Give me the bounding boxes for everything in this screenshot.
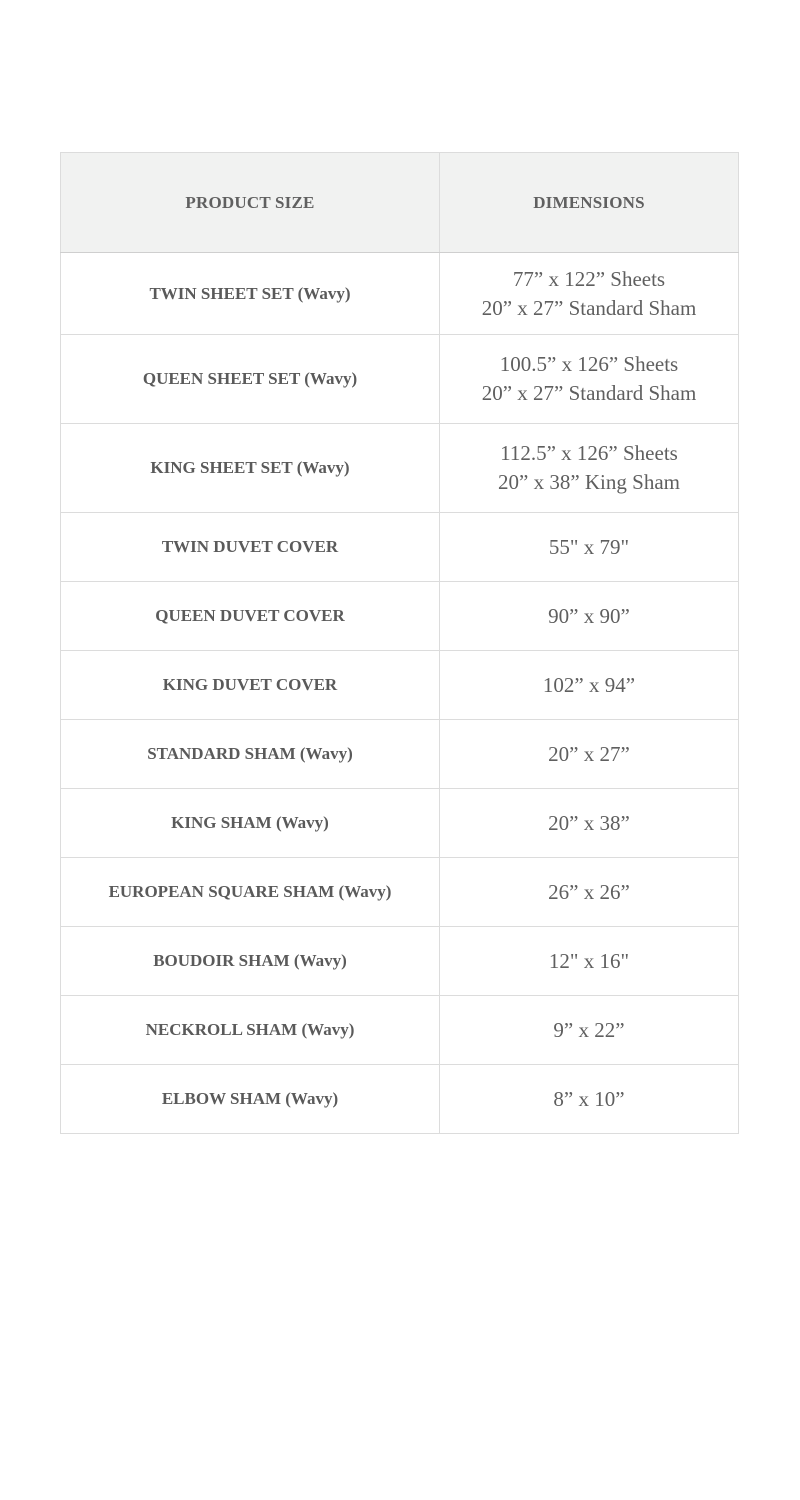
dimension-line: 8” x 10” bbox=[553, 1086, 625, 1111]
product-name: KING SHEET SET (Wavy) bbox=[61, 424, 440, 513]
product-dimensions bbox=[440, 582, 739, 651]
product-dimensions bbox=[440, 513, 739, 582]
dimension-line: 102” x 94” bbox=[542, 672, 636, 697]
dimension-line: 20” x 27” Standard Sham bbox=[481, 381, 697, 405]
dimension-line: 26” x 26” bbox=[548, 879, 630, 904]
dimension-line: 100.5” x 126” Sheets bbox=[499, 352, 679, 376]
product-dimensions bbox=[440, 651, 739, 720]
product-dimensions bbox=[440, 253, 739, 335]
dimension-line: 20” x 38” bbox=[548, 810, 630, 835]
product-name: QUEEN DUVET COVER bbox=[61, 582, 440, 651]
product-name: KING DUVET COVER bbox=[61, 651, 440, 720]
product-name: TWIN SHEET SET (Wavy) bbox=[61, 253, 440, 335]
table-row bbox=[61, 789, 739, 858]
table-row bbox=[61, 651, 739, 720]
product-name: KING SHAM (Wavy) bbox=[61, 789, 440, 858]
table-row bbox=[61, 424, 739, 513]
product-name: ELBOW SHAM (Wavy) bbox=[61, 1065, 440, 1134]
dimension-line: 112.5” x 126” Sheets bbox=[500, 441, 678, 465]
dimension-line: 9” x 22” bbox=[553, 1017, 625, 1042]
dimension-line: 20” x 27” Standard Sham bbox=[481, 295, 697, 320]
size-chart-table bbox=[60, 152, 739, 1134]
header-dimensions: DIMENSIONS bbox=[440, 153, 739, 253]
product-name: QUEEN SHEET SET (Wavy) bbox=[61, 335, 440, 424]
header-product-size: PRODUCT SIZE bbox=[61, 153, 440, 253]
product-dimensions bbox=[440, 858, 739, 927]
table-row bbox=[61, 927, 739, 996]
table-row bbox=[61, 582, 739, 651]
table-row bbox=[61, 858, 739, 927]
product-dimensions bbox=[440, 1065, 739, 1134]
dimension-line: 77” x 122” Sheets bbox=[512, 266, 666, 291]
table-header-row bbox=[61, 153, 739, 253]
dimension-line: 20” x 38” King Sham bbox=[498, 470, 680, 494]
product-name: STANDARD SHAM (Wavy) bbox=[61, 720, 440, 789]
product-dimensions bbox=[440, 996, 739, 1065]
product-name: TWIN DUVET COVER bbox=[61, 513, 440, 582]
product-name: NECKROLL SHAM (Wavy) bbox=[61, 996, 440, 1065]
product-dimensions bbox=[440, 335, 739, 424]
product-dimensions bbox=[440, 720, 739, 789]
product-name: BOUDOIR SHAM (Wavy) bbox=[61, 927, 440, 996]
dimension-line: 20” x 27” bbox=[548, 741, 630, 766]
table-row bbox=[61, 335, 739, 424]
product-dimensions bbox=[440, 424, 739, 513]
product-dimensions bbox=[440, 789, 739, 858]
product-name: EUROPEAN SQUARE SHAM (Wavy) bbox=[61, 858, 440, 927]
dimension-line: 90” x 90” bbox=[548, 603, 630, 628]
dimension-line: 55" x 79" bbox=[548, 534, 630, 559]
table-row bbox=[61, 1065, 739, 1134]
table-row bbox=[61, 996, 739, 1065]
product-dimensions bbox=[440, 927, 739, 996]
table-row bbox=[61, 513, 739, 582]
table-row bbox=[61, 720, 739, 789]
dimension-line: 12" x 16" bbox=[548, 948, 630, 973]
table-row bbox=[61, 253, 739, 335]
